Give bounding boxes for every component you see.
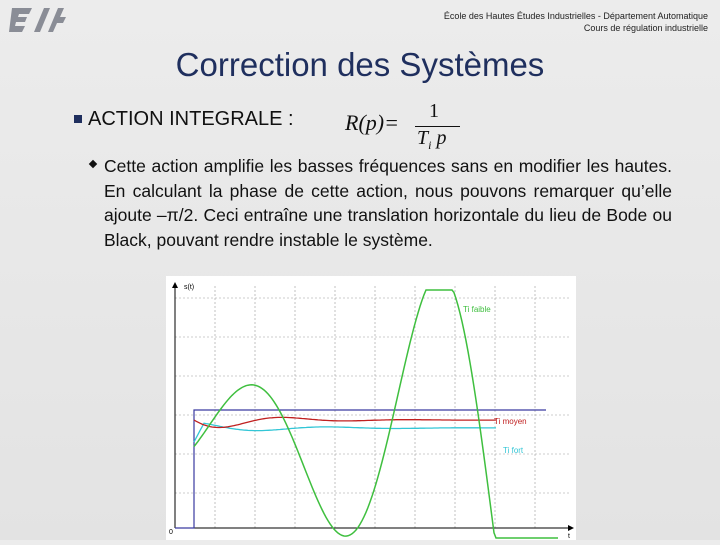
header-course: Cours de régulation industrielle	[583, 23, 708, 33]
ehei-logo	[8, 5, 66, 35]
paragraph	[104, 154, 672, 252]
x-axis-arrow-icon	[568, 525, 574, 531]
y-axis-label: s(t)	[184, 284, 195, 291]
curve-ti-fort	[194, 423, 496, 442]
step-response-svg	[166, 276, 576, 540]
formula-numerator: 1	[429, 100, 439, 122]
curve-ti-moyen	[194, 417, 496, 427]
curve-label-ti-fort: Ti fort	[503, 446, 524, 455]
formula-denominator: $T_i$ p	[417, 127, 447, 152]
step-response-figure	[166, 276, 576, 540]
header-school: École des Hautes Études Industrielles - Département Automatique	[443, 11, 708, 21]
curve-label-ti-faible: Ti faible	[463, 305, 491, 314]
bullet-label: ACTION INTEGRALE :	[88, 108, 294, 130]
slide-title: Correction des Systèmes	[175, 46, 545, 83]
formula-lhs: R(p)=	[345, 110, 399, 135]
diamond-bullet-icon	[89, 160, 97, 168]
paragraph-text: Cette action amplifie les basses fréquences sans en modifier les hautes. En calculant la phase de cette action, nous pouvons remarquer qu’elle ajoute –π/2. Ceci entraîne une translation horizontale du lieu de Bode ou Black, pouvant rendre instable le système.	[104, 156, 672, 250]
bullet-action-integrale	[74, 108, 294, 131]
origin-label: 0	[169, 529, 173, 536]
square-bullet-icon	[74, 115, 82, 123]
curve-label-ti-moyen: Ti moyen	[494, 417, 527, 426]
y-axis-arrow-icon	[172, 282, 178, 288]
grid	[175, 286, 570, 528]
curve-ti-faible	[194, 290, 558, 538]
x-axis-label: t	[568, 533, 570, 540]
formula	[345, 100, 465, 150]
header-text	[444, 10, 708, 34]
